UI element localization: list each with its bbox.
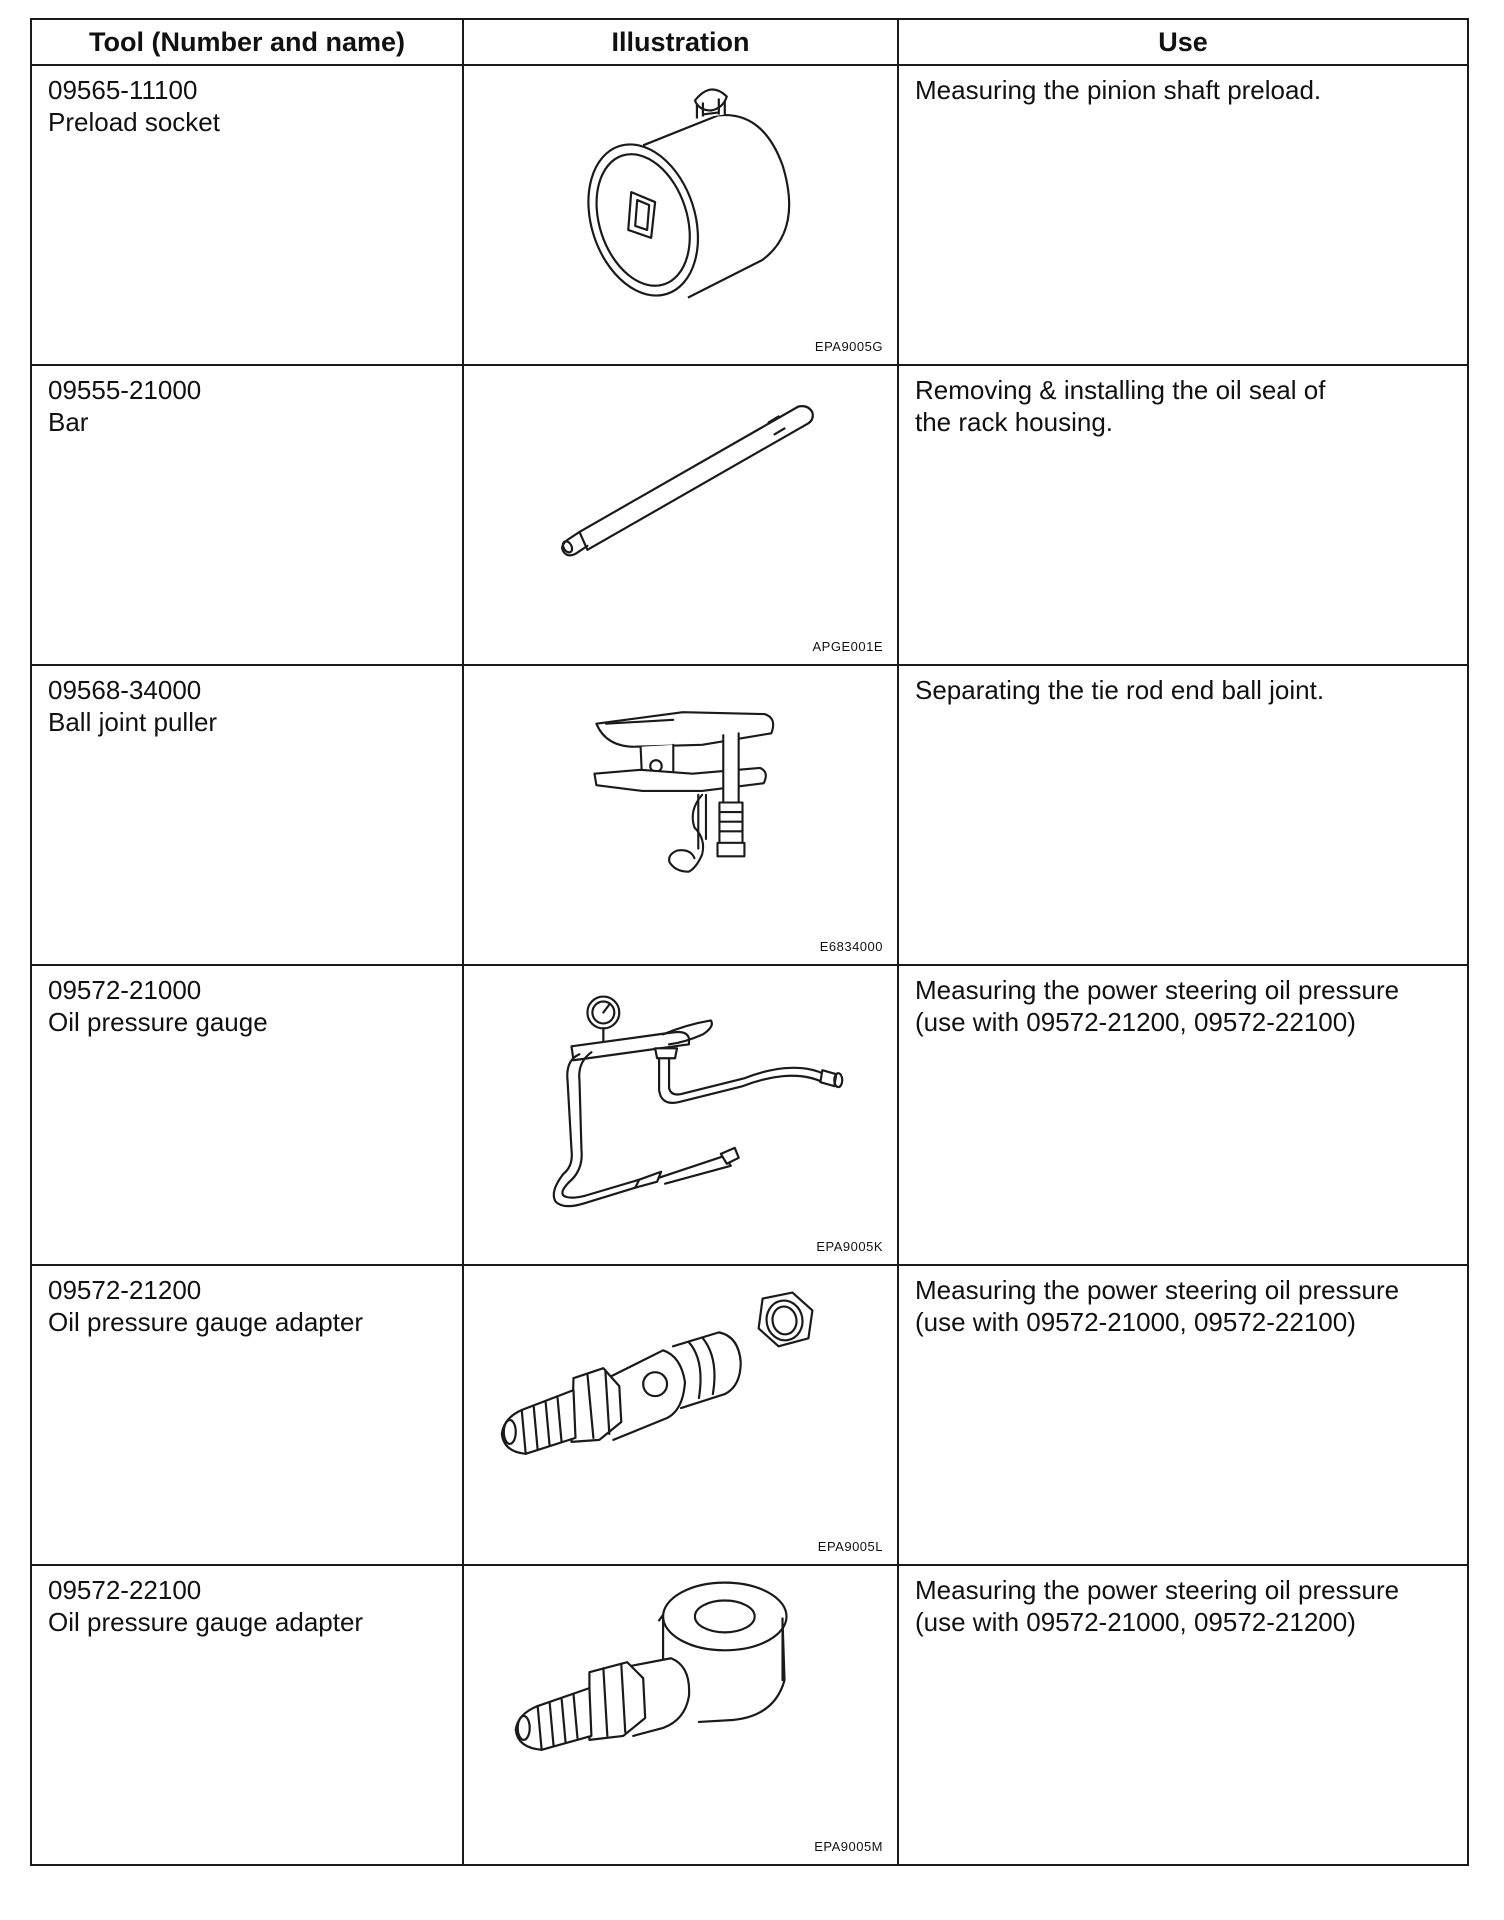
illustration-cell bbox=[463, 1565, 898, 1865]
figure-code: EPA9005G bbox=[814, 339, 883, 354]
tool-number: 09572-21200 bbox=[48, 1275, 202, 1305]
use-text: Separating the tie rod end ball joint. bbox=[915, 675, 1325, 705]
use-cell bbox=[898, 1265, 1468, 1565]
use-text: the rack housing. bbox=[915, 407, 1114, 437]
illustration-cell bbox=[463, 65, 898, 365]
table-row bbox=[31, 665, 1468, 965]
tool-cell bbox=[31, 665, 463, 965]
ball-joint-puller-icon bbox=[464, 666, 897, 964]
tool-name: Bar bbox=[48, 407, 89, 437]
illustration-cell bbox=[463, 965, 898, 1265]
header-row bbox=[31, 19, 1468, 65]
special-tools-table bbox=[30, 18, 1469, 1866]
table-row bbox=[31, 1565, 1468, 1865]
table-row bbox=[31, 965, 1468, 1265]
use-text: Measuring the power steering oil pressure bbox=[915, 1575, 1400, 1605]
column-header-illustration: Illustration bbox=[463, 19, 898, 65]
tool-number: 09568-34000 bbox=[48, 675, 202, 705]
tool-name: Preload socket bbox=[48, 107, 220, 137]
tool-name: Oil pressure gauge adapter bbox=[48, 1307, 364, 1337]
tool-cell bbox=[31, 1265, 463, 1565]
tool-number: 09565-11100 bbox=[48, 75, 198, 105]
column-header-tool: Tool (Number and name) bbox=[31, 19, 463, 65]
tool-name: Oil pressure gauge adapter bbox=[48, 1607, 364, 1637]
use-cell bbox=[898, 665, 1468, 965]
use-text: Removing & installing the oil seal of bbox=[915, 375, 1326, 405]
figure-code: EPA9005K bbox=[816, 1239, 883, 1254]
figure-code: EPA9005M bbox=[814, 1839, 883, 1854]
illustration-cell bbox=[463, 665, 898, 965]
tool-cell bbox=[31, 965, 463, 1265]
figure-code: E6834000 bbox=[819, 939, 883, 954]
oil-pressure-gauge-icon bbox=[464, 966, 897, 1264]
bar-icon bbox=[464, 366, 897, 664]
illustration-cell bbox=[463, 365, 898, 665]
use-text: (use with 09572-21000, 09572-21200) bbox=[915, 1607, 1356, 1637]
use-text: (use with 09572-21000, 09572-22100) bbox=[915, 1307, 1356, 1337]
tool-name: Ball joint puller bbox=[48, 707, 218, 737]
tool-cell bbox=[31, 1565, 463, 1865]
table-row bbox=[31, 365, 1468, 665]
tool-cell bbox=[31, 365, 463, 665]
tool-number: 09555-21000 bbox=[48, 375, 202, 405]
use-cell bbox=[898, 1565, 1468, 1865]
tool-name: Oil pressure gauge bbox=[48, 1007, 268, 1037]
gauge-adapter-icon bbox=[464, 1266, 897, 1564]
preload-socket-icon bbox=[464, 66, 897, 364]
tool-number: 09572-22100 bbox=[48, 1575, 202, 1605]
illustration-cell bbox=[463, 1265, 898, 1565]
figure-code: APGE001E bbox=[812, 639, 883, 654]
use-cell bbox=[898, 965, 1468, 1265]
table-row bbox=[31, 1265, 1468, 1565]
tool-cell bbox=[31, 65, 463, 365]
use-cell bbox=[898, 65, 1468, 365]
column-header-use: Use bbox=[898, 19, 1468, 65]
use-text: (use with 09572-21200, 09572-22100) bbox=[915, 1007, 1356, 1037]
use-cell bbox=[898, 365, 1468, 665]
banjo-adapter-icon bbox=[464, 1566, 897, 1864]
figure-code: EPA9005L bbox=[817, 1539, 883, 1554]
use-text: Measuring the pinion shaft preload. bbox=[915, 75, 1322, 105]
tool-number: 09572-21000 bbox=[48, 975, 202, 1005]
use-text: Measuring the power steering oil pressure bbox=[915, 1275, 1400, 1305]
table-row bbox=[31, 65, 1468, 365]
use-text: Measuring the power steering oil pressure bbox=[915, 975, 1400, 1005]
